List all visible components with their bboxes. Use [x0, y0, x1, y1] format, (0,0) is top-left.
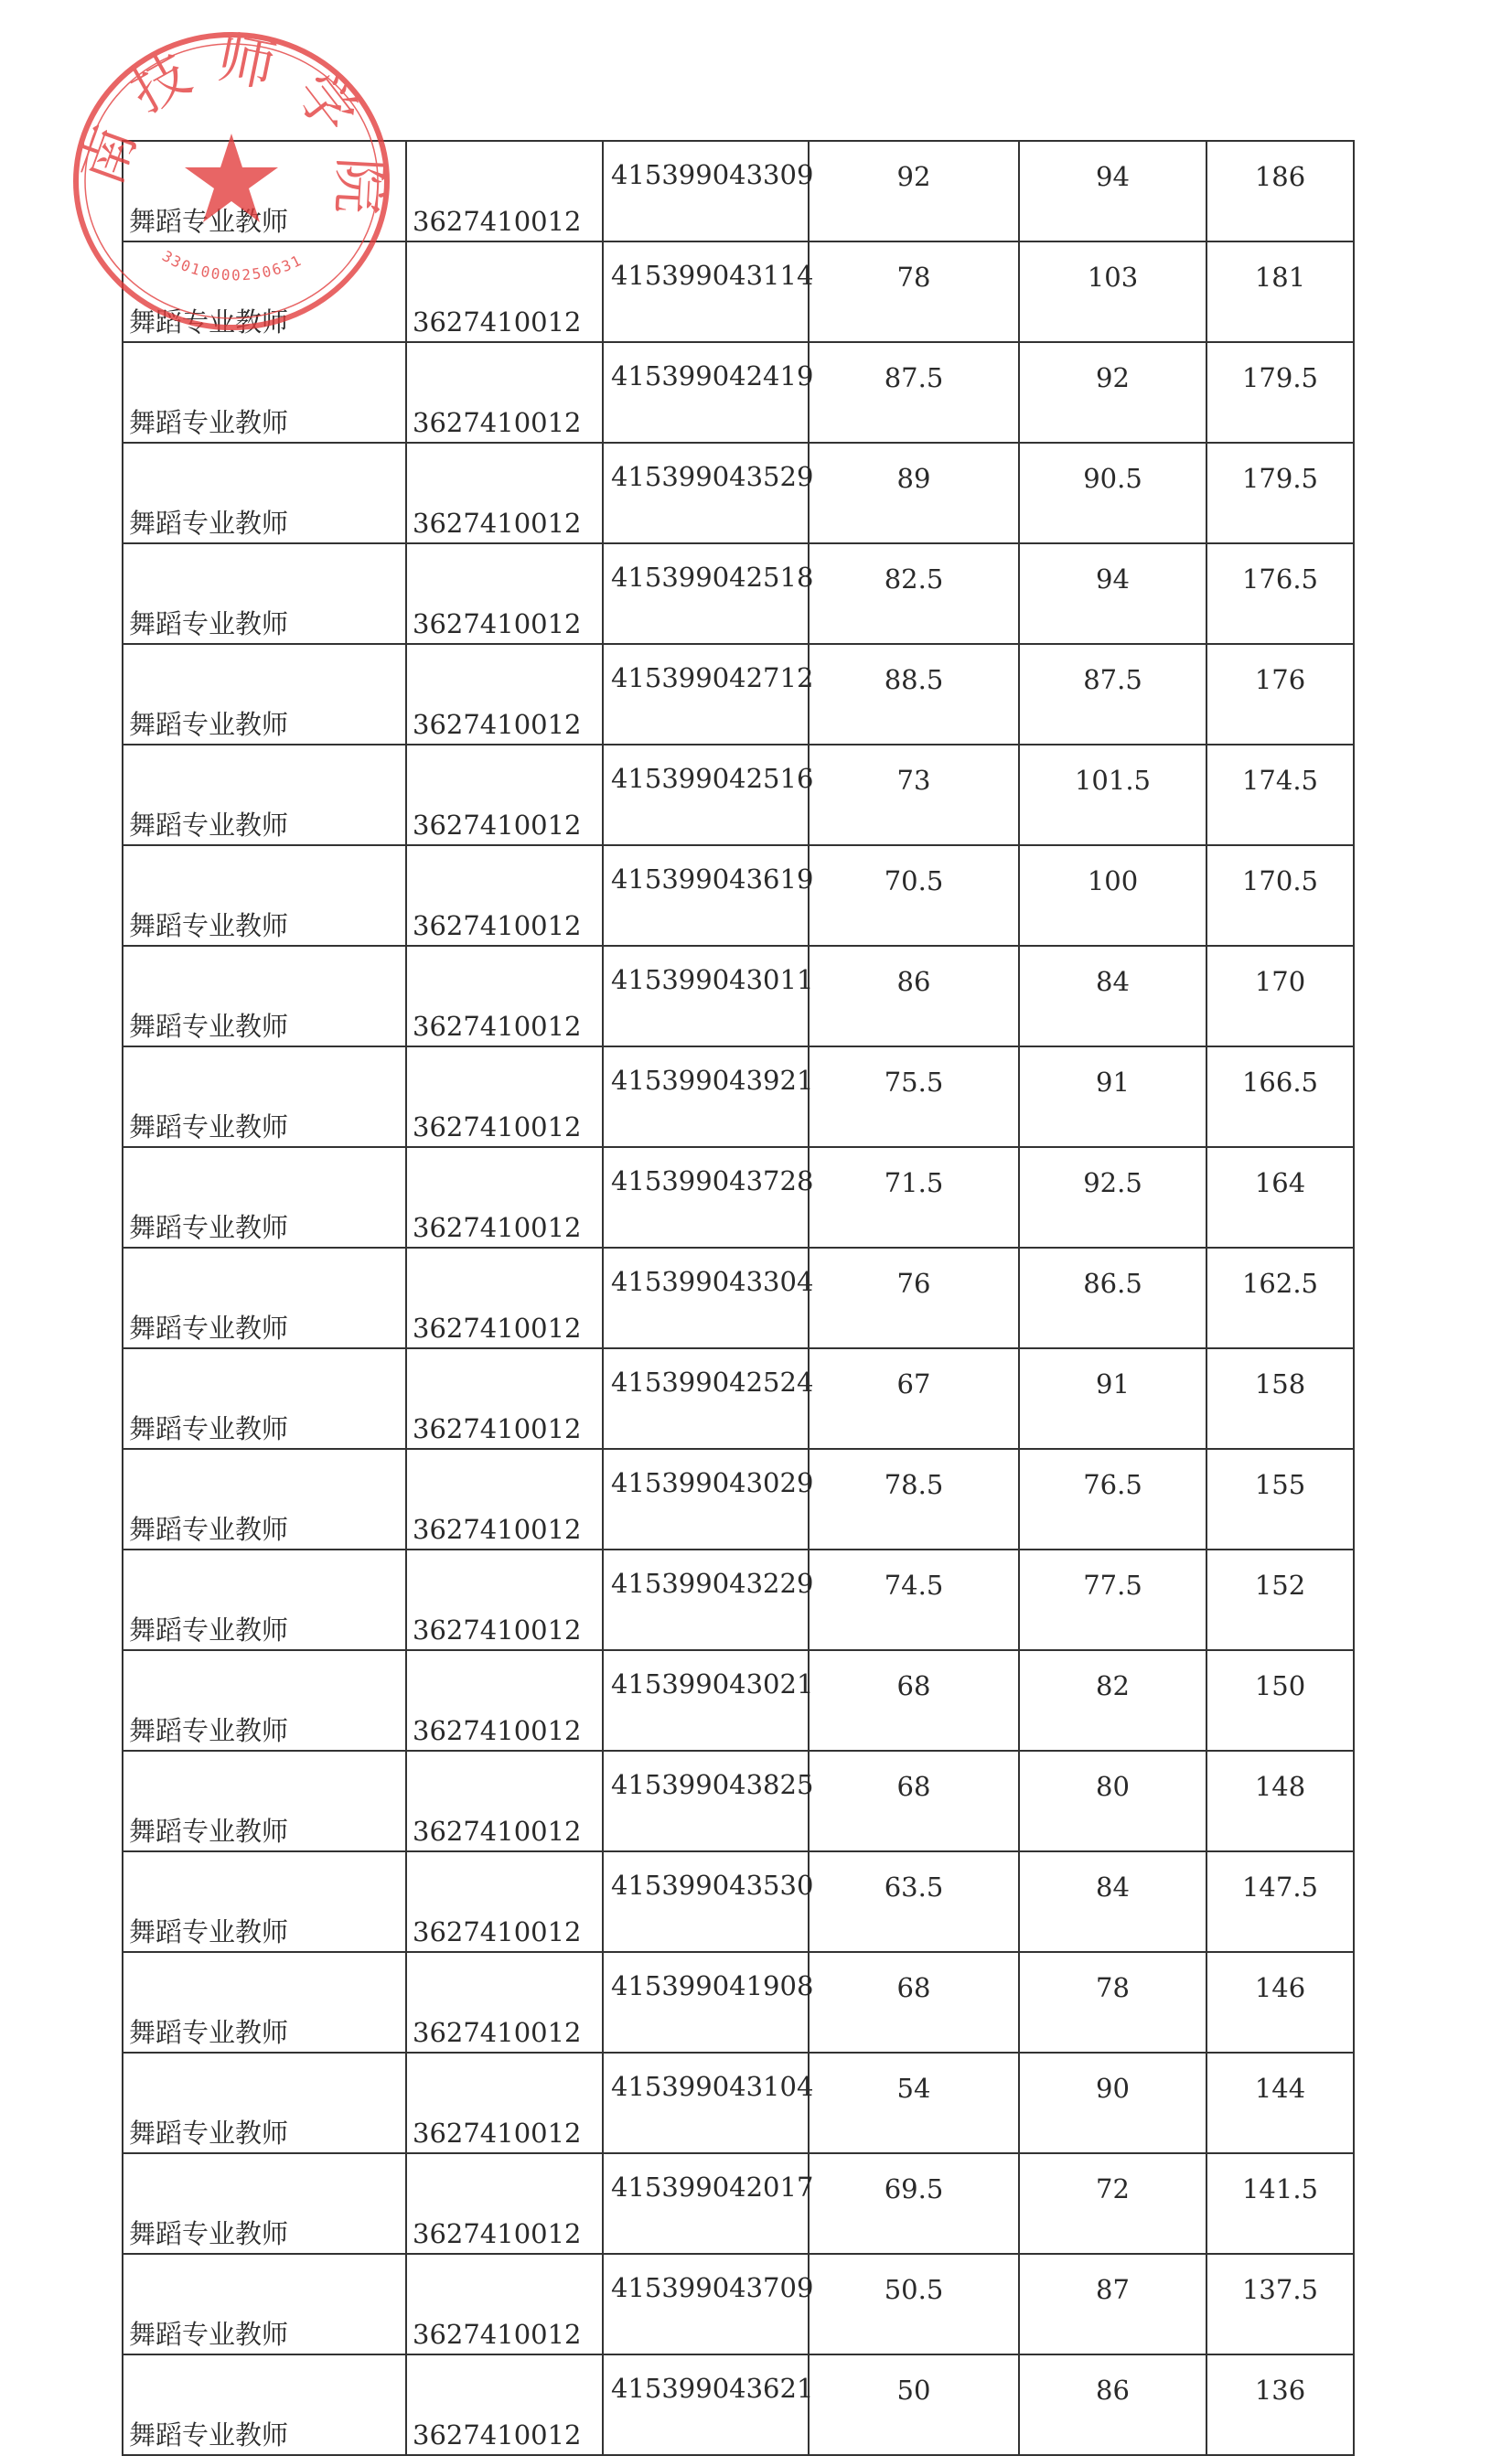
total-score-cell: 158	[1206, 1348, 1354, 1449]
total-score-cell: 155	[1206, 1449, 1354, 1550]
table-row	[123, 443, 1354, 543]
written-score-cell: 68	[809, 1952, 1019, 2053]
written-score-cell: 75.5	[809, 1046, 1019, 1147]
interview-score-cell: 80	[1019, 1751, 1206, 1851]
admission-ticket-cell: 415399043229	[603, 1550, 809, 1650]
interview-score-cell: 86.5	[1019, 1248, 1206, 1348]
total-score-cell: 164	[1206, 1147, 1354, 1248]
total-score-cell: 179.5	[1206, 342, 1354, 443]
admission-ticket-cell: 415399043309	[603, 141, 809, 241]
position-name-cell: 舞蹈专业教师	[123, 1248, 406, 1348]
table-row	[123, 1851, 1354, 1952]
table-row	[123, 1046, 1354, 1147]
written-score-cell: 88.5	[809, 644, 1019, 745]
interview-score-cell: 77.5	[1019, 1550, 1206, 1650]
interview-score-cell: 84	[1019, 1851, 1206, 1952]
seal-star-icon	[185, 134, 278, 222]
written-score-cell: 68	[809, 1751, 1019, 1851]
position-code-cell: 3627410012	[406, 2254, 603, 2354]
position-name-cell: 舞蹈专业教师	[123, 141, 406, 241]
position-name-cell: 舞蹈专业教师	[123, 2354, 406, 2455]
position-code-cell: 3627410012	[406, 2053, 603, 2153]
interview-score-cell: 100	[1019, 845, 1206, 946]
admission-ticket-cell: 415399043728	[603, 1147, 809, 1248]
total-score-cell: 148	[1206, 1751, 1354, 1851]
position-code-cell: 3627410012	[406, 2354, 603, 2455]
interview-score-cell: 86	[1019, 2354, 1206, 2455]
admission-ticket-cell: 415399042518	[603, 543, 809, 644]
table-row	[123, 845, 1354, 946]
admission-ticket-cell: 415399043529	[603, 443, 809, 543]
total-score-cell: 174.5	[1206, 745, 1354, 845]
position-code-cell: 3627410012	[406, 1550, 603, 1650]
total-score-cell: 141.5	[1206, 2153, 1354, 2254]
total-score-cell: 176.5	[1206, 543, 1354, 644]
total-score-cell: 186	[1206, 141, 1354, 241]
position-name-cell: 舞蹈专业教师	[123, 745, 406, 845]
table-row	[123, 2254, 1354, 2354]
table-row	[123, 1449, 1354, 1550]
position-name-cell: 舞蹈专业教师	[123, 2153, 406, 2254]
position-name-cell: 舞蹈专业教师	[123, 1550, 406, 1650]
table-row	[123, 1348, 1354, 1449]
position-name-cell: 舞蹈专业教师	[123, 543, 406, 644]
admission-ticket-cell: 415399043530	[603, 1851, 809, 1952]
interview-score-cell: 87	[1019, 2254, 1206, 2354]
admission-ticket-cell: 415399042524	[603, 1348, 809, 1449]
position-code-cell: 3627410012	[406, 1851, 603, 1952]
admission-ticket-cell: 415399041908	[603, 1952, 809, 2053]
total-score-cell: 146	[1206, 1952, 1354, 2053]
svg-text:南技师学院: 南技师学院	[67, 26, 395, 237]
position-name-cell: 舞蹈专业教师	[123, 1851, 406, 1952]
interview-score-cell: 103	[1019, 241, 1206, 342]
table-row	[123, 543, 1354, 644]
position-name-cell: 舞蹈专业教师	[123, 1650, 406, 1751]
written-score-cell: 71.5	[809, 1147, 1019, 1248]
total-score-cell: 170.5	[1206, 845, 1354, 946]
position-name-cell: 舞蹈专业教师	[123, 1952, 406, 2053]
written-score-cell: 89	[809, 443, 1019, 543]
admission-ticket-cell: 415399043825	[603, 1751, 809, 1851]
admission-ticket-cell: 415399043709	[603, 2254, 809, 2354]
position-code-cell: 3627410012	[406, 946, 603, 1046]
interview-score-cell: 94	[1019, 141, 1206, 241]
position-code-cell: 3627410012	[406, 1449, 603, 1550]
position-name-cell: 舞蹈专业教师	[123, 845, 406, 946]
position-name-cell: 舞蹈专业教师	[123, 1046, 406, 1147]
svg-text:33010000250631: 33010000250631	[159, 247, 306, 284]
total-score-cell: 166.5	[1206, 1046, 1354, 1147]
admission-ticket-cell: 415399042419	[603, 342, 809, 443]
position-code-cell: 3627410012	[406, 443, 603, 543]
total-score-cell: 137.5	[1206, 2254, 1354, 2354]
admission-ticket-cell: 415399042017	[603, 2153, 809, 2254]
admission-ticket-cell: 415399043114	[603, 241, 809, 342]
written-score-cell: 63.5	[809, 1851, 1019, 1952]
interview-score-cell: 92.5	[1019, 1147, 1206, 1248]
written-score-cell: 86	[809, 946, 1019, 1046]
admission-ticket-cell: 415399043029	[603, 1449, 809, 1550]
position-name-cell: 舞蹈专业教师	[123, 1348, 406, 1449]
score-table-body	[123, 141, 1354, 2455]
table-row	[123, 946, 1354, 1046]
written-score-cell: 69.5	[809, 2153, 1019, 2254]
position-code-cell: 3627410012	[406, 241, 603, 342]
written-score-cell: 50	[809, 2354, 1019, 2455]
interview-score-cell: 91	[1019, 1046, 1206, 1147]
table-row	[123, 1952, 1354, 2053]
total-score-cell: 136	[1206, 2354, 1354, 2455]
written-score-cell: 87.5	[809, 342, 1019, 443]
position-code-cell: 3627410012	[406, 845, 603, 946]
total-score-cell: 144	[1206, 2053, 1354, 2153]
table-row	[123, 1550, 1354, 1650]
total-score-cell: 176	[1206, 644, 1354, 745]
admission-ticket-cell: 415399043304	[603, 1248, 809, 1348]
total-score-cell: 150	[1206, 1650, 1354, 1751]
position-code-cell: 3627410012	[406, 141, 603, 241]
total-score-cell: 147.5	[1206, 1851, 1354, 1952]
position-code-cell: 3627410012	[406, 2153, 603, 2254]
position-name-cell: 舞蹈专业教师	[123, 443, 406, 543]
written-score-cell: 50.5	[809, 2254, 1019, 2354]
written-score-cell: 74.5	[809, 1550, 1019, 1650]
position-name-cell: 舞蹈专业教师	[123, 1449, 406, 1550]
table-row	[123, 644, 1354, 745]
table-row	[123, 1147, 1354, 1248]
position-code-cell: 3627410012	[406, 1147, 603, 1248]
official-seal	[62, 26, 401, 337]
admission-ticket-cell: 415399043619	[603, 845, 809, 946]
written-score-cell: 76	[809, 1248, 1019, 1348]
written-score-cell: 68	[809, 1650, 1019, 1751]
position-name-cell: 舞蹈专业教师	[123, 1147, 406, 1248]
position-code-cell: 3627410012	[406, 745, 603, 845]
admission-ticket-cell: 415399043921	[603, 1046, 809, 1147]
admission-ticket-cell: 415399042516	[603, 745, 809, 845]
admission-ticket-cell: 415399043011	[603, 946, 809, 1046]
position-code-cell: 3627410012	[406, 1650, 603, 1751]
interview-score-cell: 76.5	[1019, 1449, 1206, 1550]
position-code-cell: 3627410012	[406, 1348, 603, 1449]
position-name-cell: 舞蹈专业教师	[123, 241, 406, 342]
written-score-cell: 82.5	[809, 543, 1019, 644]
table-row	[123, 1751, 1354, 1851]
table-row	[123, 1650, 1354, 1751]
table-row	[123, 342, 1354, 443]
admission-ticket-cell: 415399043021	[603, 1650, 809, 1751]
position-code-cell: 3627410012	[406, 1952, 603, 2053]
interview-score-cell: 78	[1019, 1952, 1206, 2053]
position-code-cell: 3627410012	[406, 644, 603, 745]
written-score-cell: 78.5	[809, 1449, 1019, 1550]
written-score-cell: 92	[809, 141, 1019, 241]
position-code-cell: 3627410012	[406, 1751, 603, 1851]
interview-score-cell: 91	[1019, 1348, 1206, 1449]
written-score-cell: 78	[809, 241, 1019, 342]
interview-score-cell: 82	[1019, 1650, 1206, 1751]
interview-score-cell: 94	[1019, 543, 1206, 644]
position-name-cell: 舞蹈专业教师	[123, 946, 406, 1046]
table-row	[123, 745, 1354, 845]
total-score-cell: 152	[1206, 1550, 1354, 1650]
table-row	[123, 2354, 1354, 2455]
interview-score-cell: 84	[1019, 946, 1206, 1046]
position-name-cell: 舞蹈专业教师	[123, 1751, 406, 1851]
interview-score-cell: 90.5	[1019, 443, 1206, 543]
admission-ticket-cell: 415399043621	[603, 2354, 809, 2455]
table-row	[123, 1248, 1354, 1348]
written-score-cell: 67	[809, 1348, 1019, 1449]
position-code-cell: 3627410012	[406, 543, 603, 644]
total-score-cell: 179.5	[1206, 443, 1354, 543]
written-score-cell: 54	[809, 2053, 1019, 2153]
total-score-cell: 162.5	[1206, 1248, 1354, 1348]
table-row	[123, 2153, 1354, 2254]
position-name-cell: 舞蹈专业教师	[123, 342, 406, 443]
interview-score-cell: 90	[1019, 2053, 1206, 2153]
interview-score-cell: 101.5	[1019, 745, 1206, 845]
position-name-cell: 舞蹈专业教师	[123, 2053, 406, 2153]
interview-score-cell: 87.5	[1019, 644, 1206, 745]
written-score-cell: 73	[809, 745, 1019, 845]
position-code-cell: 3627410012	[406, 1046, 603, 1147]
position-code-cell: 3627410012	[406, 342, 603, 443]
interview-score-cell: 92	[1019, 342, 1206, 443]
total-score-cell: 170	[1206, 946, 1354, 1046]
admission-ticket-cell: 415399043104	[603, 2053, 809, 2153]
interview-score-cell: 72	[1019, 2153, 1206, 2254]
position-name-cell: 舞蹈专业教师	[123, 2254, 406, 2354]
written-score-cell: 70.5	[809, 845, 1019, 946]
position-code-cell: 3627410012	[406, 1248, 603, 1348]
position-name-cell: 舞蹈专业教师	[123, 644, 406, 745]
score-table	[122, 140, 1355, 2456]
total-score-cell: 181	[1206, 241, 1354, 342]
admission-ticket-cell: 415399042712	[603, 644, 809, 745]
